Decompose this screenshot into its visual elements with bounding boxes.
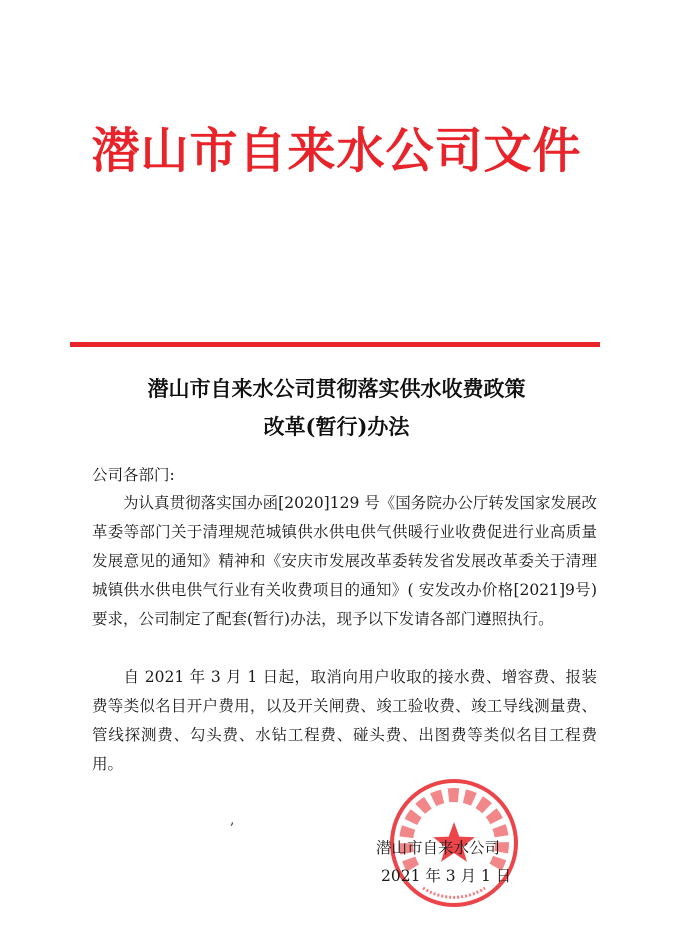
red-divider [70,342,600,347]
signature-date: 2021 年 3 月 1 日 [381,867,512,885]
header-title: 潜山市自来水公司文件 [91,123,582,179]
seal-serial [423,888,485,897]
paragraph-2 [92,663,597,779]
paragraph-2-text: 自 2021 年 3 月 1 日起，取消向用户收取的接水费、增容费、报装费等类似名目开户费用，以及开关闸费、竣工验收费、竣工导线测量费、管线探测费、勾头费、水钻工程费、碰头费、出图费等类似名目工程费用。 [92,668,597,773]
paragraph-1-text: 为认真贯彻落实国办函[2020]129 号《国务院办公厅转发国家发展改革委等部门关于清理规范城镇供水供电供气供暖行业收费促进行业高质量发展意见的通知》精神和《安庆市发展改革委转发省发展改革委关于清理城镇供水供电供气行业有关收费项目的通知》( 安发改办价格[2021]9号)要求，公司制定了配套(暂行)办法，现予以下发请各部门遵照执行。 [92,494,597,628]
signature-org: 潜山市自来水公司 [376,839,501,857]
paragraph-1 [92,489,597,634]
doc-title-line-1: 潜山市自来水公司贯彻落实供水收费政策 [147,376,526,401]
salutation: 公司各部门: [92,466,175,484]
stray-mark: , [230,812,235,828]
doc-title-line-2: 改革(暂行)办法 [263,414,410,439]
